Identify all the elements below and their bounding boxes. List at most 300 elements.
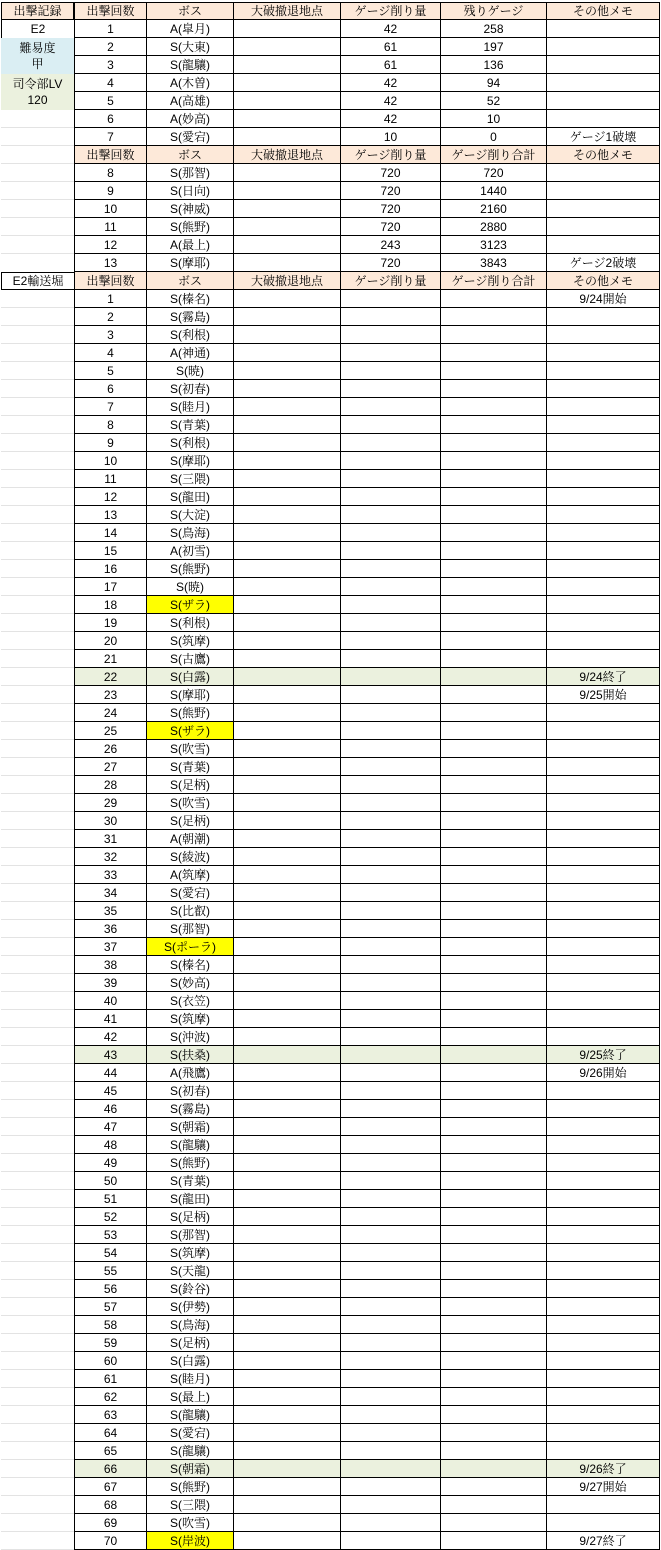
gauge-value-cell[interactable]: [441, 1064, 547, 1082]
boss-cell[interactable]: S(朝霜): [147, 1460, 234, 1478]
sortie-count-cell[interactable]: 66: [74, 1460, 147, 1478]
boss-cell[interactable]: S(初春): [147, 1082, 234, 1100]
retreat-point-cell[interactable]: [234, 1082, 341, 1100]
empty-side-cell[interactable]: [1, 1352, 74, 1370]
retreat-point-cell[interactable]: [234, 776, 341, 794]
gauge-value-cell[interactable]: [441, 920, 547, 938]
boss-cell[interactable]: S(熊野): [147, 218, 234, 236]
sortie-count-cell[interactable]: 1: [74, 290, 147, 308]
gauge-value-cell[interactable]: [441, 1226, 547, 1244]
gauge-value-cell[interactable]: [441, 794, 547, 812]
boss-cell[interactable]: S(青葉): [147, 758, 234, 776]
empty-side-cell[interactable]: [1, 812, 74, 830]
gauge-damage-cell[interactable]: [341, 290, 441, 308]
boss-cell[interactable]: S(足柄): [147, 776, 234, 794]
sortie-count-cell[interactable]: 31: [74, 830, 147, 848]
sortie-count-cell[interactable]: 58: [74, 1316, 147, 1334]
empty-side-cell[interactable]: [1, 1334, 74, 1352]
boss-cell[interactable]: S(榛名): [147, 956, 234, 974]
boss-cell[interactable]: S(三隈): [147, 470, 234, 488]
empty-side-cell[interactable]: [1, 452, 74, 470]
gauge-value-cell[interactable]: [441, 1460, 547, 1478]
empty-side-cell[interactable]: [1, 1244, 74, 1262]
memo-cell[interactable]: [547, 38, 660, 56]
boss-cell[interactable]: S(足柄): [147, 1208, 234, 1226]
gauge-value-cell[interactable]: [441, 1244, 547, 1262]
sortie-count-cell[interactable]: 53: [74, 1226, 147, 1244]
memo-cell[interactable]: [547, 830, 660, 848]
sortie-count-cell[interactable]: 47: [74, 1118, 147, 1136]
gauge-damage-cell[interactable]: [341, 596, 441, 614]
boss-cell[interactable]: S(大東): [147, 38, 234, 56]
boss-cell[interactable]: S(利根): [147, 614, 234, 632]
gauge-damage-cell[interactable]: [341, 1388, 441, 1406]
sortie-count-cell[interactable]: 5: [74, 362, 147, 380]
gauge-value-cell[interactable]: [441, 776, 547, 794]
gauge-damage-cell[interactable]: [341, 1406, 441, 1424]
empty-side-cell[interactable]: [1, 1064, 74, 1082]
retreat-point-cell[interactable]: [234, 668, 341, 686]
sortie-count-cell[interactable]: 32: [74, 848, 147, 866]
boss-cell[interactable]: S(霧島): [147, 1100, 234, 1118]
empty-side-cell[interactable]: [1, 470, 74, 488]
memo-cell[interactable]: [547, 1262, 660, 1280]
empty-side-cell[interactable]: [1, 1082, 74, 1100]
memo-cell[interactable]: [547, 488, 660, 506]
gauge-damage-cell[interactable]: 720: [341, 254, 441, 272]
gauge-value-cell[interactable]: 258: [441, 20, 547, 38]
gauge-value-cell[interactable]: [441, 1316, 547, 1334]
empty-side-cell[interactable]: [1, 200, 74, 218]
hq-level-cell[interactable]: [1, 74, 74, 110]
memo-cell[interactable]: [547, 20, 660, 38]
sortie-count-cell[interactable]: 46: [74, 1100, 147, 1118]
boss-cell[interactable]: S(愛宕): [147, 128, 234, 146]
memo-cell[interactable]: [547, 1082, 660, 1100]
memo-cell[interactable]: [547, 344, 660, 362]
gauge-damage-cell[interactable]: [341, 524, 441, 542]
gauge-value-cell[interactable]: [441, 956, 547, 974]
retreat-point-cell[interactable]: [234, 1370, 341, 1388]
sortie-count-cell[interactable]: 61: [74, 1370, 147, 1388]
sortie-count-cell[interactable]: 4: [74, 74, 147, 92]
gauge-damage-cell[interactable]: 42: [341, 74, 441, 92]
gauge-damage-cell[interactable]: [341, 974, 441, 992]
memo-cell[interactable]: [547, 722, 660, 740]
boss-cell[interactable]: S(妙高): [147, 974, 234, 992]
sortie-count-cell[interactable]: 12: [74, 488, 147, 506]
memo-cell[interactable]: [547, 578, 660, 596]
gauge-value-cell[interactable]: [441, 1370, 547, 1388]
retreat-point-cell[interactable]: [234, 632, 341, 650]
sortie-count-cell[interactable]: 35: [74, 902, 147, 920]
sortie-count-cell[interactable]: 2: [74, 308, 147, 326]
gauge-value-cell[interactable]: [441, 416, 547, 434]
retreat-point-cell[interactable]: [234, 1244, 341, 1262]
memo-cell[interactable]: [547, 560, 660, 578]
gauge-value-cell[interactable]: [441, 434, 547, 452]
retreat-point-cell[interactable]: [234, 1028, 341, 1046]
empty-side-cell[interactable]: [1, 308, 74, 326]
boss-cell[interactable]: S(那智): [147, 1226, 234, 1244]
boss-cell[interactable]: S(龍田): [147, 1190, 234, 1208]
gauge-damage-cell[interactable]: 61: [341, 56, 441, 74]
empty-side-cell[interactable]: [1, 1010, 74, 1028]
empty-side-cell[interactable]: [1, 632, 74, 650]
retreat-point-cell[interactable]: [234, 992, 341, 1010]
retreat-point-cell[interactable]: [234, 740, 341, 758]
empty-side-cell[interactable]: [1, 866, 74, 884]
sortie-count-cell[interactable]: 33: [74, 866, 147, 884]
memo-cell[interactable]: [547, 1334, 660, 1352]
gauge-damage-cell[interactable]: [341, 938, 441, 956]
boss-cell[interactable]: S(摩耶): [147, 254, 234, 272]
empty-side-cell[interactable]: [1, 488, 74, 506]
boss-cell[interactable]: S(筑摩): [147, 1010, 234, 1028]
retreat-point-cell[interactable]: [234, 1478, 341, 1496]
memo-cell[interactable]: [547, 326, 660, 344]
boss-cell[interactable]: S(初春): [147, 380, 234, 398]
gauge-damage-cell[interactable]: 720: [341, 182, 441, 200]
gauge-value-cell[interactable]: [441, 1388, 547, 1406]
gauge-damage-cell[interactable]: [341, 992, 441, 1010]
memo-cell[interactable]: [547, 1244, 660, 1262]
memo-cell[interactable]: [547, 1514, 660, 1532]
column-header-cell[interactable]: ゲージ削り量: [341, 272, 441, 290]
sortie-count-cell[interactable]: 30: [74, 812, 147, 830]
gauge-damage-cell[interactable]: [341, 848, 441, 866]
column-header-cell[interactable]: ゲージ削り量: [341, 146, 441, 164]
gauge-value-cell[interactable]: 0: [441, 128, 547, 146]
boss-cell[interactable]: S(利根): [147, 326, 234, 344]
sortie-count-cell[interactable]: 16: [74, 560, 147, 578]
boss-cell[interactable]: S(古鷹): [147, 650, 234, 668]
sortie-count-cell[interactable]: 48: [74, 1136, 147, 1154]
boss-cell[interactable]: S(熊野): [147, 1478, 234, 1496]
boss-cell[interactable]: S(鳥海): [147, 524, 234, 542]
empty-side-cell[interactable]: [1, 776, 74, 794]
memo-cell[interactable]: [547, 1028, 660, 1046]
boss-cell[interactable]: S(沖波): [147, 1028, 234, 1046]
sortie-count-cell[interactable]: 45: [74, 1082, 147, 1100]
sortie-count-cell[interactable]: 29: [74, 794, 147, 812]
empty-side-cell[interactable]: [1, 794, 74, 812]
boss-cell[interactable]: S(吹雪): [147, 1514, 234, 1532]
sortie-count-cell[interactable]: 13: [74, 254, 147, 272]
boss-cell[interactable]: S(龍驤): [147, 1442, 234, 1460]
retreat-point-cell[interactable]: [234, 1496, 341, 1514]
empty-side-cell[interactable]: [1, 1154, 74, 1172]
memo-cell[interactable]: [547, 938, 660, 956]
gauge-damage-cell[interactable]: 720: [341, 164, 441, 182]
sortie-count-cell[interactable]: 7: [74, 398, 147, 416]
boss-cell[interactable]: A(神通): [147, 344, 234, 362]
sortie-count-cell[interactable]: 40: [74, 992, 147, 1010]
boss-cell[interactable]: S(龍田): [147, 488, 234, 506]
gauge-value-cell[interactable]: [441, 1028, 547, 1046]
gauge-damage-cell[interactable]: [341, 1370, 441, 1388]
empty-side-cell[interactable]: [1, 1208, 74, 1226]
boss-cell[interactable]: A(高雄): [147, 92, 234, 110]
gauge-damage-cell[interactable]: [341, 1136, 441, 1154]
sortie-count-cell[interactable]: 27: [74, 758, 147, 776]
retreat-point-cell[interactable]: [234, 1316, 341, 1334]
gauge-damage-cell[interactable]: [341, 1352, 441, 1370]
boss-cell[interactable]: S(鈴谷): [147, 1280, 234, 1298]
gauge-value-cell[interactable]: [441, 1280, 547, 1298]
retreat-point-cell[interactable]: [234, 218, 341, 236]
memo-cell[interactable]: [547, 1010, 660, 1028]
sortie-count-cell[interactable]: 10: [74, 452, 147, 470]
sortie-count-cell[interactable]: 17: [74, 578, 147, 596]
retreat-point-cell[interactable]: [234, 650, 341, 668]
retreat-point-cell[interactable]: [234, 1532, 341, 1550]
memo-cell[interactable]: [547, 866, 660, 884]
gauge-damage-cell[interactable]: 243: [341, 236, 441, 254]
gauge-damage-cell[interactable]: [341, 1082, 441, 1100]
gauge-value-cell[interactable]: [441, 308, 547, 326]
sortie-count-cell[interactable]: 43: [74, 1046, 147, 1064]
gauge-damage-cell[interactable]: [341, 380, 441, 398]
memo-cell[interactable]: [547, 1298, 660, 1316]
sortie-count-cell[interactable]: 68: [74, 1496, 147, 1514]
memo-cell[interactable]: [547, 650, 660, 668]
column-header-cell[interactable]: その他メモ: [547, 146, 660, 164]
boss-cell[interactable]: S(榛名): [147, 290, 234, 308]
boss-cell[interactable]: S(大淀): [147, 506, 234, 524]
retreat-point-cell[interactable]: [234, 1262, 341, 1280]
gauge-value-cell[interactable]: 3843: [441, 254, 547, 272]
gauge-damage-cell[interactable]: 720: [341, 218, 441, 236]
memo-cell[interactable]: [547, 1442, 660, 1460]
memo-cell[interactable]: [547, 1136, 660, 1154]
memo-cell[interactable]: [547, 1424, 660, 1442]
gauge-damage-cell[interactable]: [341, 794, 441, 812]
sortie-count-cell[interactable]: 64: [74, 1424, 147, 1442]
empty-side-cell[interactable]: [1, 254, 74, 272]
gauge-damage-cell[interactable]: [341, 650, 441, 668]
retreat-point-cell[interactable]: [234, 1280, 341, 1298]
gauge-value-cell[interactable]: [441, 902, 547, 920]
boss-cell[interactable]: S(霧島): [147, 308, 234, 326]
sortie-count-cell[interactable]: 20: [74, 632, 147, 650]
boss-cell[interactable]: S(熊野): [147, 560, 234, 578]
column-header-cell[interactable]: 大破撤退地点: [234, 146, 341, 164]
sortie-count-cell[interactable]: 4: [74, 344, 147, 362]
gauge-value-cell[interactable]: [441, 866, 547, 884]
empty-side-cell[interactable]: [1, 236, 74, 254]
memo-cell[interactable]: ゲージ1破壊: [547, 128, 660, 146]
boss-cell[interactable]: A(初雪): [147, 542, 234, 560]
retreat-point-cell[interactable]: [234, 1406, 341, 1424]
retreat-point-cell[interactable]: [234, 1514, 341, 1532]
retreat-point-cell[interactable]: [234, 236, 341, 254]
empty-side-cell[interactable]: [1, 398, 74, 416]
memo-cell[interactable]: [547, 902, 660, 920]
gauge-value-cell[interactable]: [441, 722, 547, 740]
boss-cell[interactable]: S(筑摩): [147, 1244, 234, 1262]
retreat-point-cell[interactable]: [234, 560, 341, 578]
sortie-count-cell[interactable]: 39: [74, 974, 147, 992]
memo-cell[interactable]: [547, 452, 660, 470]
gauge-value-cell[interactable]: [441, 1262, 547, 1280]
gauge-value-cell[interactable]: 94: [441, 74, 547, 92]
gauge-damage-cell[interactable]: [341, 668, 441, 686]
sortie-count-cell[interactable]: 19: [74, 614, 147, 632]
sortie-count-cell[interactable]: 15: [74, 542, 147, 560]
empty-side-cell[interactable]: [1, 542, 74, 560]
memo-cell[interactable]: [547, 1100, 660, 1118]
memo-cell[interactable]: [547, 1388, 660, 1406]
column-header-cell[interactable]: 残りゲージ: [441, 2, 547, 20]
memo-cell[interactable]: 9/27終了: [547, 1532, 660, 1550]
empty-side-cell[interactable]: [1, 128, 74, 146]
empty-side-cell[interactable]: [1, 992, 74, 1010]
gauge-value-cell[interactable]: [441, 506, 547, 524]
boss-cell[interactable]: S(愛宕): [147, 1424, 234, 1442]
sortie-count-cell[interactable]: 9: [74, 434, 147, 452]
empty-side-cell[interactable]: [1, 938, 74, 956]
empty-side-cell[interactable]: [1, 1262, 74, 1280]
retreat-point-cell[interactable]: [234, 1154, 341, 1172]
boss-cell[interactable]: S(ザラ): [147, 596, 234, 614]
gauge-value-cell[interactable]: [441, 668, 547, 686]
retreat-point-cell[interactable]: [234, 308, 341, 326]
memo-cell[interactable]: [547, 110, 660, 128]
empty-side-cell[interactable]: [1, 1532, 74, 1550]
retreat-point-cell[interactable]: [234, 1064, 341, 1082]
empty-side-cell[interactable]: [1, 326, 74, 344]
gauge-value-cell[interactable]: [441, 596, 547, 614]
memo-cell[interactable]: [547, 308, 660, 326]
empty-side-cell[interactable]: [1, 1280, 74, 1298]
retreat-point-cell[interactable]: [234, 20, 341, 38]
column-header-cell[interactable]: 大破撤退地点: [234, 272, 341, 290]
empty-side-cell[interactable]: [1, 704, 74, 722]
boss-cell[interactable]: S(神威): [147, 200, 234, 218]
retreat-point-cell[interactable]: [234, 704, 341, 722]
gauge-damage-cell[interactable]: [341, 470, 441, 488]
gauge-value-cell[interactable]: [441, 632, 547, 650]
gauge-damage-cell[interactable]: 10: [341, 128, 441, 146]
sortie-count-cell[interactable]: 41: [74, 1010, 147, 1028]
gauge-damage-cell[interactable]: [341, 326, 441, 344]
gauge-damage-cell[interactable]: [341, 1010, 441, 1028]
empty-side-cell[interactable]: [1, 668, 74, 686]
gauge-damage-cell[interactable]: [341, 308, 441, 326]
sortie-count-cell[interactable]: 3: [74, 56, 147, 74]
gauge-damage-cell[interactable]: 42: [341, 110, 441, 128]
boss-cell[interactable]: A(朝潮): [147, 830, 234, 848]
empty-side-cell[interactable]: [1, 344, 74, 362]
gauge-damage-cell[interactable]: [341, 902, 441, 920]
gauge-value-cell[interactable]: [441, 524, 547, 542]
retreat-point-cell[interactable]: [234, 974, 341, 992]
boss-cell[interactable]: S(日向): [147, 182, 234, 200]
boss-cell[interactable]: S(扶桑): [147, 1046, 234, 1064]
memo-cell[interactable]: [547, 740, 660, 758]
column-header-cell[interactable]: ボス: [147, 2, 234, 20]
boss-cell[interactable]: S(摩耶): [147, 686, 234, 704]
retreat-point-cell[interactable]: [234, 506, 341, 524]
corner-header-cell[interactable]: 出撃記録: [1, 2, 74, 20]
boss-cell[interactable]: S(青葉): [147, 1172, 234, 1190]
gauge-value-cell[interactable]: [441, 470, 547, 488]
retreat-point-cell[interactable]: [234, 1388, 341, 1406]
memo-cell[interactable]: 9/26開始: [547, 1064, 660, 1082]
gauge-damage-cell[interactable]: [341, 812, 441, 830]
memo-cell[interactable]: [547, 794, 660, 812]
gauge-value-cell[interactable]: [441, 452, 547, 470]
sortie-count-cell[interactable]: 9: [74, 182, 147, 200]
gauge-damage-cell[interactable]: [341, 704, 441, 722]
memo-cell[interactable]: [547, 1280, 660, 1298]
sortie-count-cell[interactable]: 11: [74, 470, 147, 488]
gauge-damage-cell[interactable]: [341, 1496, 441, 1514]
sortie-count-cell[interactable]: 21: [74, 650, 147, 668]
empty-side-cell[interactable]: [1, 416, 74, 434]
empty-side-cell[interactable]: [1, 1316, 74, 1334]
boss-cell[interactable]: S(暁): [147, 578, 234, 596]
retreat-point-cell[interactable]: [234, 758, 341, 776]
gauge-damage-cell[interactable]: [341, 362, 441, 380]
retreat-point-cell[interactable]: [234, 470, 341, 488]
gauge-value-cell[interactable]: [441, 1442, 547, 1460]
boss-cell[interactable]: S(吹雪): [147, 740, 234, 758]
retreat-point-cell[interactable]: [234, 542, 341, 560]
empty-side-cell[interactable]: [1, 1460, 74, 1478]
e2-label-cell[interactable]: E2: [1, 20, 74, 38]
gauge-value-cell[interactable]: [441, 1478, 547, 1496]
gauge-value-cell[interactable]: [441, 1496, 547, 1514]
boss-cell[interactable]: A(筑摩): [147, 866, 234, 884]
memo-cell[interactable]: [547, 632, 660, 650]
memo-cell[interactable]: [547, 614, 660, 632]
gauge-damage-cell[interactable]: [341, 1046, 441, 1064]
gauge-damage-cell[interactable]: 42: [341, 92, 441, 110]
boss-cell[interactable]: S(龍驤): [147, 1406, 234, 1424]
empty-side-cell[interactable]: [1, 110, 74, 128]
retreat-point-cell[interactable]: [234, 1190, 341, 1208]
retreat-point-cell[interactable]: [234, 1352, 341, 1370]
empty-side-cell[interactable]: [1, 1478, 74, 1496]
empty-side-cell[interactable]: [1, 1388, 74, 1406]
gauge-value-cell[interactable]: [441, 1118, 547, 1136]
retreat-point-cell[interactable]: [234, 398, 341, 416]
gauge-value-cell[interactable]: 1440: [441, 182, 547, 200]
memo-cell[interactable]: ゲージ2破壊: [547, 254, 660, 272]
gauge-value-cell[interactable]: [441, 992, 547, 1010]
gauge-damage-cell[interactable]: [341, 452, 441, 470]
column-header-cell[interactable]: 出撃回数: [74, 272, 147, 290]
sortie-count-cell[interactable]: 37: [74, 938, 147, 956]
sortie-count-cell[interactable]: 3: [74, 326, 147, 344]
sortie-count-cell[interactable]: 18: [74, 596, 147, 614]
column-header-cell[interactable]: 出撃回数: [74, 2, 147, 20]
empty-side-cell[interactable]: [1, 722, 74, 740]
memo-cell[interactable]: [547, 416, 660, 434]
gauge-value-cell[interactable]: [441, 1352, 547, 1370]
memo-cell[interactable]: [547, 56, 660, 74]
empty-side-cell[interactable]: [1, 758, 74, 776]
retreat-point-cell[interactable]: [234, 380, 341, 398]
memo-cell[interactable]: [547, 920, 660, 938]
retreat-point-cell[interactable]: [234, 254, 341, 272]
empty-side-cell[interactable]: [1, 740, 74, 758]
boss-cell[interactable]: S(青葉): [147, 416, 234, 434]
empty-side-cell[interactable]: [1, 524, 74, 542]
sortie-count-cell[interactable]: 24: [74, 704, 147, 722]
